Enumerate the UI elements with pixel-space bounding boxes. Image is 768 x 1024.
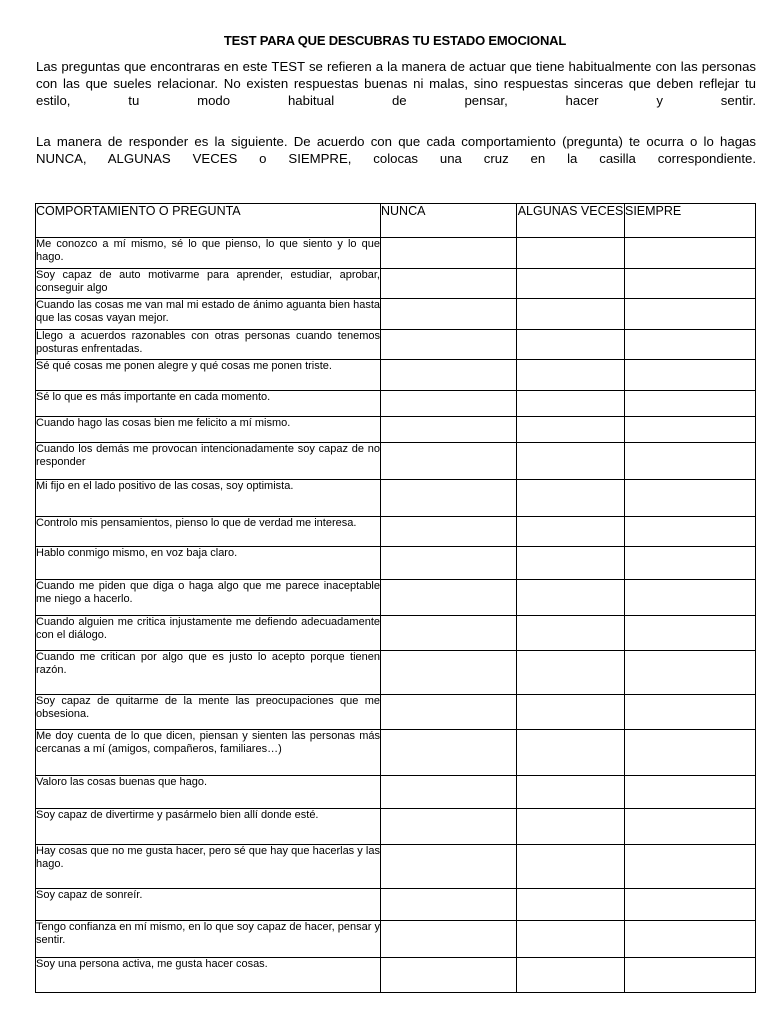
answer-cell-always[interactable] xyxy=(625,809,756,845)
answer-cell-never[interactable] xyxy=(381,360,517,391)
answer-cell-sometimes[interactable] xyxy=(517,547,625,580)
answer-cell-sometimes[interactable] xyxy=(517,651,625,695)
answer-cell-always[interactable] xyxy=(625,616,756,651)
table-row xyxy=(36,616,756,651)
answer-cell-always[interactable] xyxy=(625,517,756,547)
answer-cell-always[interactable] xyxy=(625,417,756,443)
table-row xyxy=(36,889,756,921)
table-row xyxy=(36,517,756,547)
question-cell: Soy capaz de quitarme de la mente las preocupaciones que me obsesiona. xyxy=(36,695,381,730)
answer-cell-never[interactable] xyxy=(381,269,517,299)
table-row xyxy=(36,921,756,958)
table-row xyxy=(36,958,756,993)
answer-cell-always[interactable] xyxy=(625,845,756,889)
question-cell: Controlo mis pensamientos, pienso lo que de verdad me interesa. xyxy=(36,517,381,547)
table-row xyxy=(36,480,756,517)
answer-cell-always[interactable] xyxy=(625,889,756,921)
answer-cell-sometimes[interactable] xyxy=(517,443,625,480)
behavior-table xyxy=(35,203,756,993)
header-always: SIEMPRE xyxy=(625,204,756,238)
header-never: NUNCA xyxy=(381,204,517,238)
question-cell: Cuando hago las cosas bien me felicito a mí mismo. xyxy=(36,417,381,443)
question-cell: Mi fijo en el lado positivo de las cosas, soy optimista. xyxy=(36,480,381,517)
answer-cell-never[interactable] xyxy=(381,330,517,360)
answer-cell-always[interactable] xyxy=(625,695,756,730)
table-row xyxy=(36,695,756,730)
answer-cell-always[interactable] xyxy=(625,330,756,360)
table-row xyxy=(36,651,756,695)
answer-cell-sometimes[interactable] xyxy=(517,269,625,299)
answer-cell-never[interactable] xyxy=(381,809,517,845)
question-cell: Soy capaz de divertirme y pasármelo bien allí donde esté. xyxy=(36,809,381,845)
question-cell: Cuando me critican por algo que es justo lo acepto porque tienen razón. xyxy=(36,651,381,695)
table-row xyxy=(36,809,756,845)
answer-cell-never[interactable] xyxy=(381,580,517,616)
answer-cell-never[interactable] xyxy=(381,616,517,651)
answer-cell-sometimes[interactable] xyxy=(517,921,625,958)
answer-cell-never[interactable] xyxy=(381,889,517,921)
question-cell: Valoro las cosas buenas que hago. xyxy=(36,776,381,809)
question-cell: Soy una persona activa, me gusta hacer cosas. xyxy=(36,958,381,993)
answer-cell-sometimes[interactable] xyxy=(517,517,625,547)
answer-cell-always[interactable] xyxy=(625,651,756,695)
table-row xyxy=(36,845,756,889)
answer-cell-never[interactable] xyxy=(381,517,517,547)
answer-cell-sometimes[interactable] xyxy=(517,238,625,269)
question-cell: Sé qué cosas me ponen alegre y qué cosas me ponen triste. xyxy=(36,360,381,391)
question-cell: Cuando los demás me provocan intencionadamente soy capaz de no responder xyxy=(36,443,381,480)
answer-cell-sometimes[interactable] xyxy=(517,480,625,517)
answer-cell-always[interactable] xyxy=(625,958,756,993)
answer-cell-never[interactable] xyxy=(381,238,517,269)
answer-cell-sometimes[interactable] xyxy=(517,330,625,360)
answer-cell-always[interactable] xyxy=(625,480,756,517)
answer-cell-always[interactable] xyxy=(625,299,756,330)
question-cell: Hablo conmigo mismo, en voz baja claro. xyxy=(36,547,381,580)
answer-cell-never[interactable] xyxy=(381,921,517,958)
table-row xyxy=(36,443,756,480)
table-row xyxy=(36,238,756,269)
table-row xyxy=(36,360,756,391)
intro-paragraph: Las preguntas que encontraras en este TEST se refieren a la manera de actuar que tiene habitualmente con las personas con las que sueles relacionar. No existen respuestas buenas ni malas, sino respuestas sinceras que deben reflejar tu estilo, tu modo habitual de pensar, hacer y sentir. xyxy=(36,59,756,108)
answer-cell-never[interactable] xyxy=(381,845,517,889)
question-cell: Cuando alguien me critica injustamente me defiendo adecuadamente con el diálogo. xyxy=(36,616,381,651)
answer-cell-sometimes[interactable] xyxy=(517,809,625,845)
table-row xyxy=(36,776,756,809)
table-row xyxy=(36,269,756,299)
answer-cell-always[interactable] xyxy=(625,269,756,299)
table-row xyxy=(36,391,756,417)
answer-cell-never[interactable] xyxy=(381,776,517,809)
answer-cell-always[interactable] xyxy=(625,391,756,417)
answer-cell-always[interactable] xyxy=(625,776,756,809)
answer-cell-always[interactable] xyxy=(625,547,756,580)
answer-cell-never[interactable] xyxy=(381,443,517,480)
answer-cell-never[interactable] xyxy=(381,730,517,776)
table-row xyxy=(36,730,756,776)
table-row xyxy=(36,547,756,580)
answer-cell-always[interactable] xyxy=(625,443,756,480)
question-cell: Hay cosas que no me gusta hacer, pero sé que hay que hacerlas y las hago. xyxy=(36,845,381,889)
answer-cell-sometimes[interactable] xyxy=(517,958,625,993)
question-cell: Soy capaz de auto motivarme para aprender, estudiar, aprobar, conseguir algo xyxy=(36,269,381,299)
question-cell: Llego a acuerdos razonables con otras personas cuando tenemos posturas enfrentadas. xyxy=(36,330,381,360)
answer-cell-sometimes[interactable] xyxy=(517,776,625,809)
answer-cell-never[interactable] xyxy=(381,547,517,580)
answer-cell-sometimes[interactable] xyxy=(517,360,625,391)
question-cell: Sé lo que es más importante en cada momento. xyxy=(36,391,381,417)
page-title: TEST PARA QUE DESCUBRAS TU ESTADO EMOCIONAL xyxy=(223,33,567,48)
header-sometimes: ALGUNAS VECES xyxy=(517,204,625,238)
answer-cell-sometimes[interactable] xyxy=(517,299,625,330)
answer-cell-sometimes[interactable] xyxy=(517,695,625,730)
answer-cell-never[interactable] xyxy=(381,958,517,993)
question-cell: Me doy cuenta de lo que dicen, piensan y sienten las personas más cercanas a mí (amigos, compañeros, familiares…) xyxy=(36,730,381,776)
question-cell: Cuando me piden que diga o haga algo que me parece inaceptable me niego a hacerlo. xyxy=(36,580,381,616)
answer-cell-sometimes[interactable] xyxy=(517,845,625,889)
table-row xyxy=(36,417,756,443)
answer-cell-always[interactable] xyxy=(625,730,756,776)
table-row xyxy=(36,580,756,616)
answer-cell-never[interactable] xyxy=(381,480,517,517)
answer-cell-sometimes[interactable] xyxy=(517,616,625,651)
answer-cell-sometimes[interactable] xyxy=(517,889,625,921)
table-row xyxy=(36,299,756,330)
answer-cell-always[interactable] xyxy=(625,921,756,958)
question-cell: Tengo confianza en mí mismo, en lo que soy capaz de hacer, pensar y sentir. xyxy=(36,921,381,958)
table-row xyxy=(36,330,756,360)
answer-cell-sometimes[interactable] xyxy=(517,391,625,417)
answer-cell-always[interactable] xyxy=(625,238,756,269)
answer-cell-always[interactable] xyxy=(625,580,756,616)
question-cell: Me conozco a mí mismo, sé lo que pienso, lo que siento y lo que hago. xyxy=(36,238,381,269)
header-question: COMPORTAMIENTO O PREGUNTA xyxy=(36,204,381,238)
answer-cell-always[interactable] xyxy=(625,360,756,391)
question-cell: Soy capaz de sonreír. xyxy=(36,889,381,921)
table-header-row xyxy=(36,204,756,238)
answer-cell-sometimes[interactable] xyxy=(517,417,625,443)
answer-cell-never[interactable] xyxy=(381,391,517,417)
answer-cell-never[interactable] xyxy=(381,299,517,330)
answer-cell-never[interactable] xyxy=(381,695,517,730)
answer-cell-sometimes[interactable] xyxy=(517,580,625,616)
answer-cell-never[interactable] xyxy=(381,417,517,443)
answer-cell-sometimes[interactable] xyxy=(517,730,625,776)
question-cell: Cuando las cosas me van mal mi estado de ánimo aguanta bien hasta que las cosas vayan mejor. xyxy=(36,299,381,330)
instructions-paragraph: La manera de responder es la siguiente. De acuerdo con que cada comportamiento (pregunta) te ocurra o lo hagas NUNCA, ALGUNAS VECES o SIEMPRE, colocas una cruz en la casilla correspondiente. xyxy=(36,134,756,166)
answer-cell-never[interactable] xyxy=(381,651,517,695)
